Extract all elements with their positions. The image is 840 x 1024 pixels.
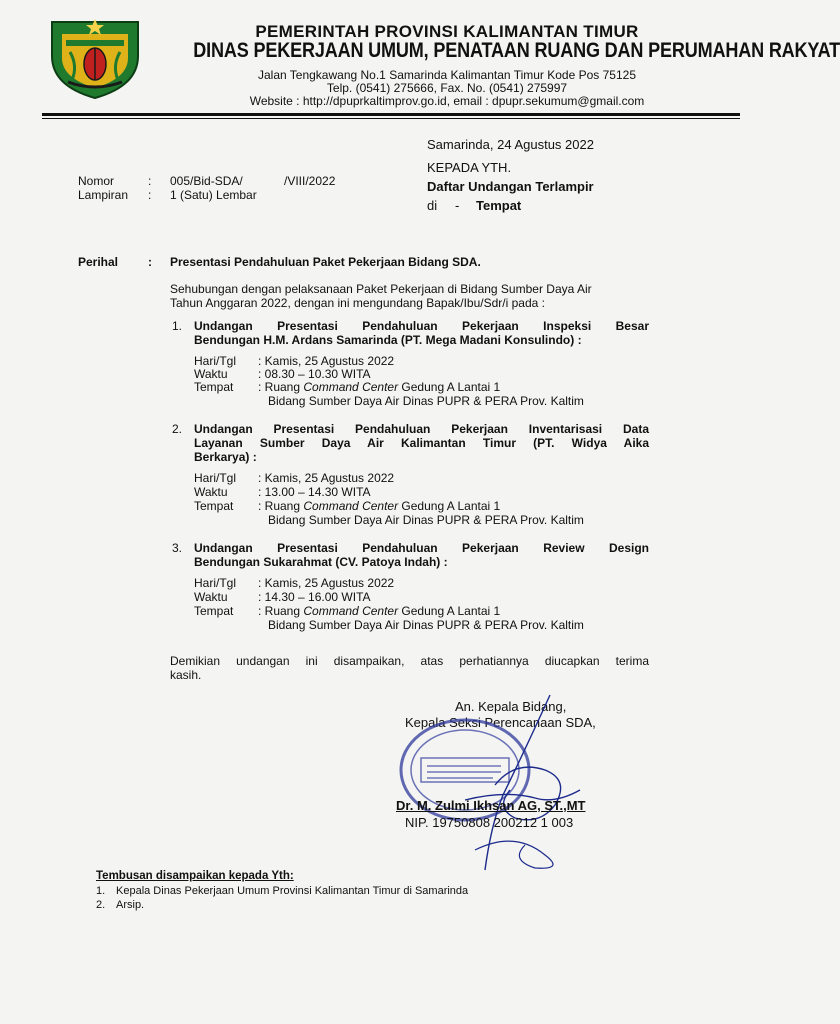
item-1-hari-label: Hari/Tgl: [194, 354, 237, 368]
signatory-nip: NIP. 19750808 200212 1 003: [405, 815, 574, 830]
item-1-waktu-label: Waktu: [194, 367, 228, 381]
perihal-value: Presentasi Pendahuluan Paket Pekerjaan Bidang SDA.: [170, 255, 481, 269]
item-2-tempat-value: : Ruang Command Center Gedung A Lantai 1: [258, 499, 501, 513]
item-3-waktu-value: : 14.30 – 16.00 WITA: [258, 590, 371, 604]
letterhead-rule-thin: [42, 118, 740, 119]
letterhead-agency: DINAS PEKERJAAN UMUM, PENATAAN RUANG DAN PERUMAHAN RAKYAT: [193, 39, 840, 62]
item-3-tempat-line-2: Bidang Sumber Daya Air Dinas PUPR & PERA Prov. Kaltim: [268, 618, 584, 632]
item-3-tempat-label: Tempat: [194, 604, 234, 618]
nomor-value: 005/Bid-SDA/: [170, 174, 243, 188]
letterhead-website: Website : http://dpuprkaltimprov.go.id, email : dpupr.sekumum@gmail.com: [249, 94, 645, 108]
item-3-waktu-label: Waktu: [194, 590, 228, 604]
item-1-number: 1.: [172, 319, 183, 333]
item-2-waktu-label: Waktu: [194, 485, 228, 499]
letter-date: Samarinda, 24 Agustus 2022: [427, 137, 594, 152]
lampiran-value: 1 (Satu) Lembar: [170, 188, 257, 202]
perihal-colon: :: [148, 255, 152, 269]
opening-line-2: Tahun Anggaran 2022, dengan ini mengundang Bapak/Ibu/Sdr/i pada :: [170, 296, 545, 310]
item-1-waktu-value: : 08.30 – 10.30 WITA: [258, 367, 371, 381]
cc-item-1-number: 1.: [96, 885, 106, 897]
item-2-title-line-1: Undangan Presentasi Pendahuluan Pekerjaan Inventarisasi Data: [194, 422, 649, 436]
item-3-tempat-value: : Ruang Command Center Gedung A Lantai 1: [258, 604, 501, 618]
signature-role: Kepala Seksi Perencanaan SDA,: [405, 715, 596, 730]
item-2-hari-value: : Kamis, 25 Agustus 2022: [258, 471, 395, 485]
closing-line-2: kasih.: [170, 668, 202, 682]
recipient-to: KEPADA YTH.: [427, 160, 512, 175]
letterhead-government: PEMERINTAH PROVINSI KALIMANTAN TIMUR: [255, 22, 639, 41]
signatory-name: Dr. M. Zulmi Ikhsan AG, ST.,MT: [396, 798, 586, 813]
cc-item-2-number: 2.: [96, 899, 106, 911]
province-logo: [48, 16, 142, 100]
item-1-tempat-line-2: Bidang Sumber Daya Air Dinas PUPR & PERA Prov. Kaltim: [268, 394, 584, 408]
letterhead-address: Jalan Tengkawang No.1 Samarinda Kalimantan Timur Kode Pos 75125: [257, 68, 636, 82]
letterhead-rule-thick: [42, 113, 740, 116]
cc-item-2: Arsip.: [116, 899, 145, 911]
item-2-number: 2.: [172, 422, 183, 436]
item-3-title-line-2: Bendungan Sukarahmat (CV. Patoya Indah) :: [194, 555, 448, 569]
item-2-tempat-label: Tempat: [194, 499, 234, 513]
recipient-dash: -: [455, 198, 460, 213]
item-3-number: 3.: [172, 541, 183, 555]
item-3-hari-label: Hari/Tgl: [194, 576, 237, 590]
item-2-waktu-value: : 13.00 – 14.30 WITA: [258, 485, 371, 499]
letterhead-phone: Telp. (0541) 275666, Fax. No. (0541) 275997: [326, 81, 568, 95]
item-1-tempat-label: Tempat: [194, 380, 234, 394]
item-2-title-line-3: Berkarya) :: [194, 450, 257, 464]
item-1-title-line-2: Bendungan H.M. Ardans Samarinda (PT. Mega Madani Konsulindo) :: [194, 333, 582, 347]
opening-line-1: Sehubungan dengan pelaksanaan Paket Pekerjaan di Bidang Sumber Daya Air: [170, 282, 592, 296]
item-2-title-line-2: Layanan Sumber Daya Air Kalimantan Timur (PT. Widya Aika: [194, 436, 649, 450]
item-1-title-line-1: Undangan Presentasi Pendahuluan Pekerjaan Inspeksi Besar: [194, 319, 649, 333]
item-3-hari-value: : Kamis, 25 Agustus 2022: [258, 576, 395, 590]
cc-item-1: Kepala Dinas Pekerjaan Umum Provinsi Kalimantan Timur di Samarinda: [116, 885, 469, 897]
cc-heading: Tembusan disampaikan kepada Yth:: [96, 870, 294, 882]
item-1-hari-value: : Kamis, 25 Agustus 2022: [258, 354, 395, 368]
nomor-colon: :: [148, 174, 152, 188]
signature-on-behalf: An. Kepala Bidang,: [455, 699, 567, 714]
lampiran-label: Lampiran: [78, 188, 129, 202]
item-3-title-line-1: Undangan Presentasi Pendahuluan Pekerjaan Review Design: [194, 541, 649, 555]
nomor-suffix: /VIII/2022: [284, 174, 336, 188]
perihal-label: Perihal: [78, 255, 119, 269]
nomor-label: Nomor: [78, 174, 115, 188]
closing-line-1: Demikian undangan ini disampaikan, atas perhatiannya diucapkan terima: [170, 654, 649, 668]
item-2-hari-label: Hari/Tgl: [194, 471, 237, 485]
recipient-di: di: [427, 198, 438, 213]
handwritten-signature: [455, 690, 595, 880]
lampiran-colon: :: [148, 188, 152, 202]
recipient-list: Daftar Undangan Terlampir: [427, 179, 594, 194]
item-1-tempat-value: : Ruang Command Center Gedung A Lantai 1: [258, 380, 501, 394]
item-2-tempat-line-2: Bidang Sumber Daya Air Dinas PUPR & PERA Prov. Kaltim: [268, 513, 584, 527]
recipient-place: Tempat: [476, 198, 522, 213]
